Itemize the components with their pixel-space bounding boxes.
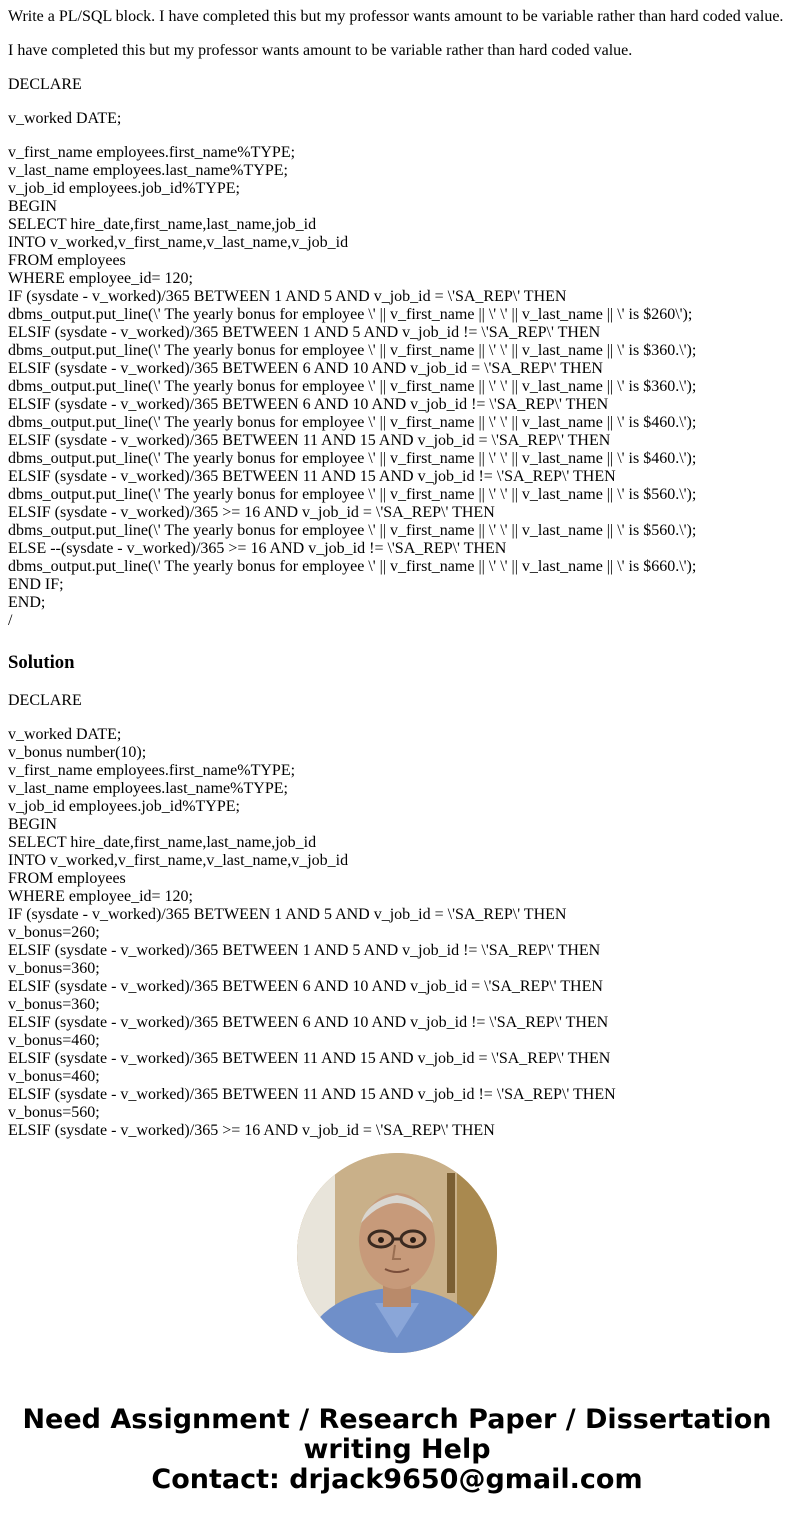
question-code-line: ELSE --(sysdate - v_worked)/365 >= 16 AND v_job_id != \'SA_REP\' THEN xyxy=(8,540,507,557)
solution-code-line: v_job_id employees.job_id%TYPE; xyxy=(8,798,240,815)
question-code-line: v_first_name employees.first_name%TYPE; xyxy=(8,144,296,161)
question-code-line: dbms_output.put_line(\' The yearly bonus for employee \' || v_first_name || \' \' || v_last_name || \' is $360.\'); xyxy=(8,378,697,395)
question-code-line: END; xyxy=(8,594,46,611)
help-message xyxy=(0,1405,794,1495)
solution-code-line: v_first_name employees.first_name%TYPE; xyxy=(8,762,296,779)
footer-promo xyxy=(0,1153,794,1495)
question-text: I have completed this but my professor wants amount to be variable rather than hard coded value. xyxy=(8,42,633,59)
question-code-line: END IF; xyxy=(8,576,64,593)
solution-heading: Solution xyxy=(8,652,75,673)
contact-email: Contact: drjack9650@gmail.com xyxy=(151,1464,643,1495)
question-code-line: BEGIN xyxy=(8,198,57,215)
solution-code-line: v_bonus=260; xyxy=(8,924,100,941)
question-declare: DECLARE xyxy=(8,76,82,93)
solution-code-line: ELSIF (sysdate - v_worked)/365 >= 16 AND v_job_id = \'SA_REP\' THEN xyxy=(8,1122,495,1139)
question-code-line: FROM employees xyxy=(8,252,126,269)
help-line-2: writing Help xyxy=(303,1434,491,1465)
solution-code-line: BEGIN xyxy=(8,816,57,833)
question-code-line: ELSIF (sysdate - v_worked)/365 BETWEEN 6 AND 10 AND v_job_id = \'SA_REP\' THEN xyxy=(8,360,603,377)
document-body xyxy=(8,8,788,1148)
question-code-line: WHERE employee_id= 120; xyxy=(8,270,193,287)
solution-code-line: v_worked DATE; xyxy=(8,726,122,743)
question-code-line: v_job_id employees.job_id%TYPE; xyxy=(8,180,240,197)
question-code-line: dbms_output.put_line(\' The yearly bonus for employee \' || v_first_name || \' \' || v_last_name || \' is $460.\'); xyxy=(8,414,697,431)
solution-code-line: v_bonus=460; xyxy=(8,1068,100,1085)
author-avatar xyxy=(297,1153,497,1353)
solution-code-line: WHERE employee_id= 120; xyxy=(8,888,193,905)
solution-code-line: v_bonus number(10); xyxy=(8,744,147,761)
question-code-line: v_last_name employees.last_name%TYPE; xyxy=(8,162,288,179)
solution-code-line: ELSIF (sysdate - v_worked)/365 BETWEEN 6 AND 10 AND v_job_id = \'SA_REP\' THEN xyxy=(8,978,603,995)
solution-code-line: INTO v_worked,v_first_name,v_last_name,v_job_id xyxy=(8,852,349,869)
solution-code-line: v_bonus=360; xyxy=(8,960,100,977)
solution-code-block xyxy=(8,726,788,1140)
solution-code-line: IF (sysdate - v_worked)/365 BETWEEN 1 AND 5 AND v_job_id = \'SA_REP\' THEN xyxy=(8,906,567,923)
question-code-line: dbms_output.put_line(\' The yearly bonus for employee \' || v_first_name || \' \' || v_last_name || \' is $560.\'); xyxy=(8,486,697,503)
question-code-line: dbms_output.put_line(\' The yearly bonus for employee \' || v_first_name || \' \' || v_last_name || \' is $260\'); xyxy=(8,306,693,323)
question-code-line: dbms_output.put_line(\' The yearly bonus for employee \' || v_first_name || \' \' || v_last_name || \' is $460.\'); xyxy=(8,450,697,467)
solution-code-line: v_last_name employees.last_name%TYPE; xyxy=(8,780,288,797)
question-code-block xyxy=(8,144,788,630)
question-code-line: / xyxy=(8,612,13,629)
solution-code-line: v_bonus=560; xyxy=(8,1104,100,1121)
question-code-line: ELSIF (sysdate - v_worked)/365 BETWEEN 11 AND 15 AND v_job_id = \'SA_REP\' THEN xyxy=(8,432,611,449)
solution-code-line: v_bonus=460; xyxy=(8,1032,100,1049)
solution-code-line: FROM employees xyxy=(8,870,126,887)
solution-code-line: ELSIF (sysdate - v_worked)/365 BETWEEN 6 AND 10 AND v_job_id != \'SA_REP\' THEN xyxy=(8,1014,609,1031)
question-code-line: ELSIF (sysdate - v_worked)/365 BETWEEN 1 AND 5 AND v_job_id != \'SA_REP\' THEN xyxy=(8,324,601,341)
question-code-line: ELSIF (sysdate - v_worked)/365 >= 16 AND v_job_id = \'SA_REP\' THEN xyxy=(8,504,495,521)
question-code-line: ELSIF (sysdate - v_worked)/365 BETWEEN 11 AND 15 AND v_job_id != \'SA_REP\' THEN xyxy=(8,468,616,485)
question-code-line: IF (sysdate - v_worked)/365 BETWEEN 1 AND 5 AND v_job_id = \'SA_REP\' THEN xyxy=(8,288,567,305)
solution-code-line: ELSIF (sysdate - v_worked)/365 BETWEEN 1 AND 5 AND v_job_id != \'SA_REP\' THEN xyxy=(8,942,601,959)
question-code-line: SELECT hire_date,first_name,last_name,job_id xyxy=(8,216,317,233)
solution-code-line: SELECT hire_date,first_name,last_name,job_id xyxy=(8,834,317,851)
solution-declare: DECLARE xyxy=(8,692,82,709)
question-title: Write a PL/SQL block. I have completed this but my professor wants amount to be variable rather than hard coded value. xyxy=(8,8,784,25)
question-first-var: v_worked DATE; xyxy=(8,110,122,127)
solution-code-line: ELSIF (sysdate - v_worked)/365 BETWEEN 11 AND 15 AND v_job_id != \'SA_REP\' THEN xyxy=(8,1086,616,1103)
solution-preview-clip xyxy=(8,726,788,1148)
question-code-line: dbms_output.put_line(\' The yearly bonus for employee \' || v_first_name || \' \' || v_last_name || \' is $660.\'); xyxy=(8,558,697,575)
author-portrait-icon xyxy=(297,1153,497,1353)
question-code-line: dbms_output.put_line(\' The yearly bonus for employee \' || v_first_name || \' \' || v_last_name || \' is $560.\'); xyxy=(8,522,697,539)
solution-code-line: ELSIF (sysdate - v_worked)/365 BETWEEN 11 AND 15 AND v_job_id = \'SA_REP\' THEN xyxy=(8,1050,611,1067)
question-code-line: INTO v_worked,v_first_name,v_last_name,v_job_id xyxy=(8,234,349,251)
solution-code-line: v_bonus=360; xyxy=(8,996,100,1013)
question-code-line: dbms_output.put_line(\' The yearly bonus for employee \' || v_first_name || \' \' || v_last_name || \' is $360.\'); xyxy=(8,342,697,359)
question-code-line: ELSIF (sysdate - v_worked)/365 BETWEEN 6 AND 10 AND v_job_id != \'SA_REP\' THEN xyxy=(8,396,609,413)
help-line-1: Need Assignment / Research Paper / Dissertation xyxy=(22,1404,772,1435)
